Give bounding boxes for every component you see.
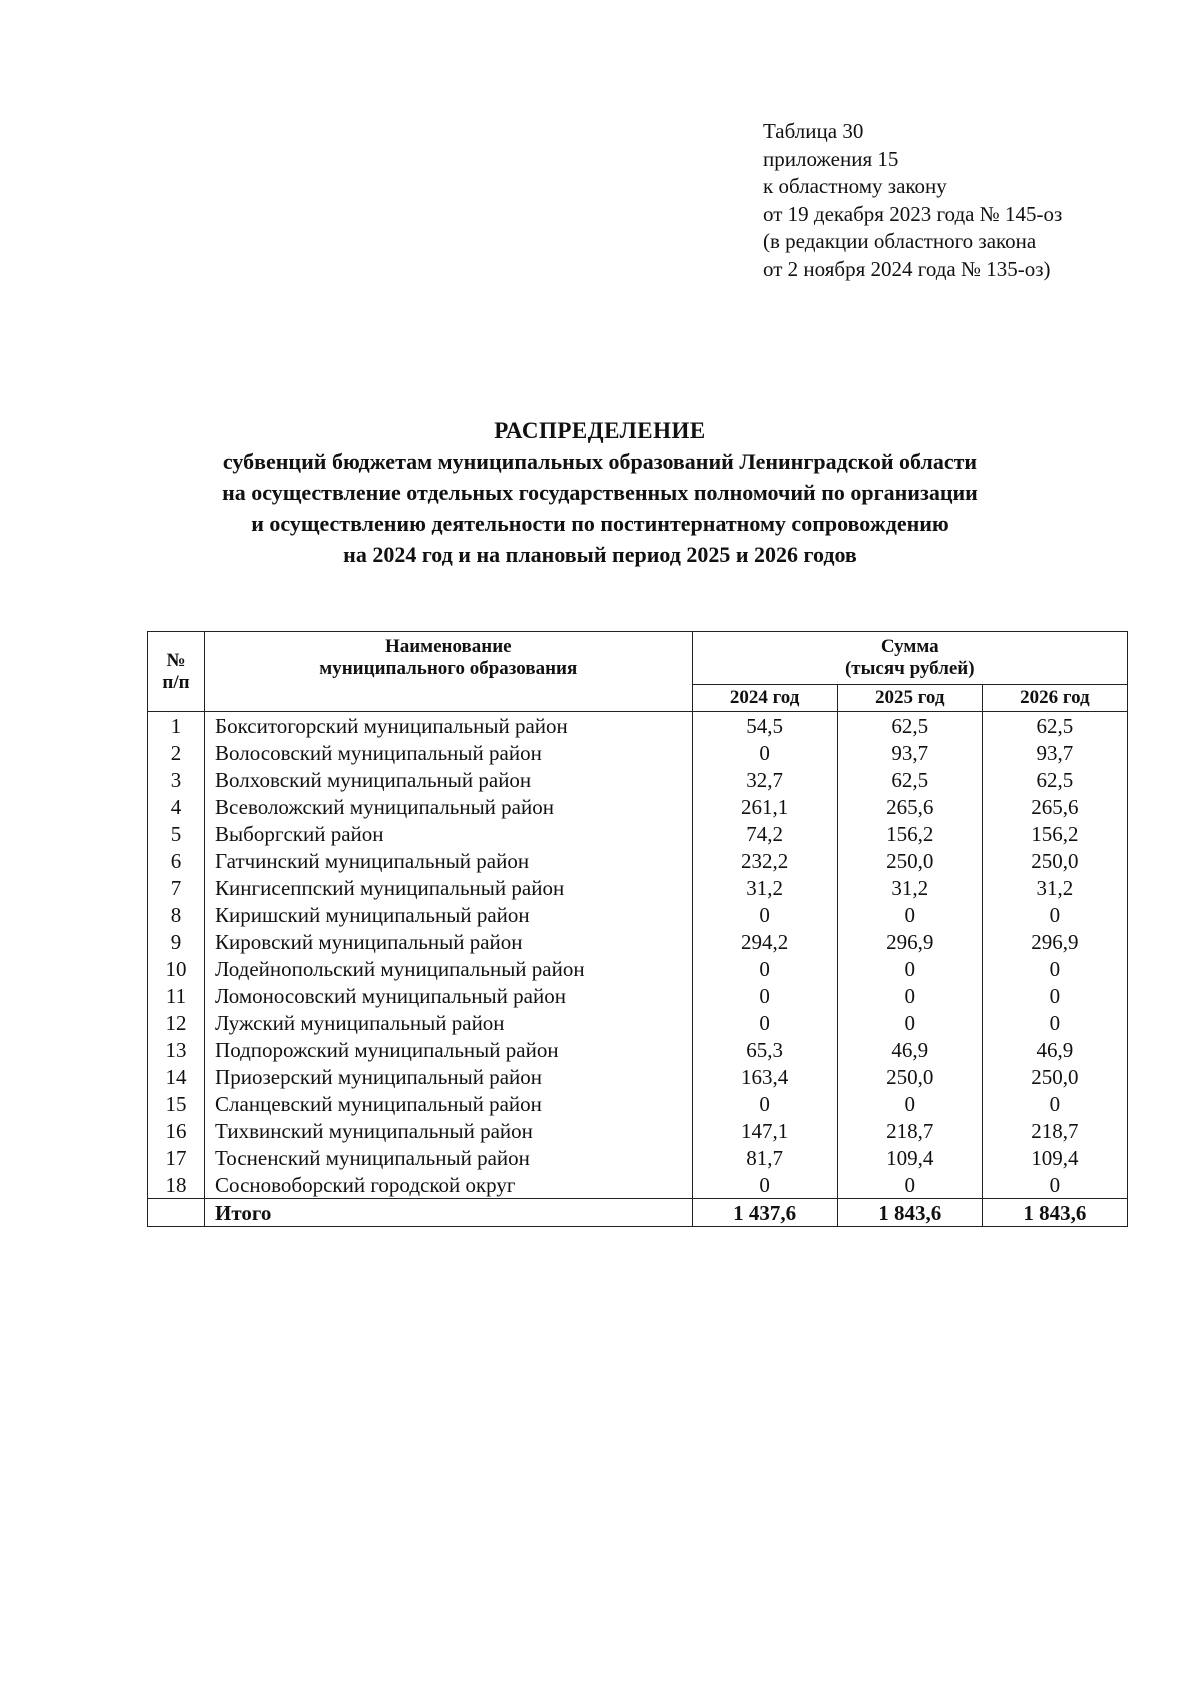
- table-header: [148, 632, 1128, 712]
- row-value-2025: 46,9: [837, 1036, 982, 1063]
- row-value-2025: 109,4: [837, 1144, 982, 1171]
- row-number: 14: [148, 1063, 205, 1090]
- row-value-2024: 54,5: [692, 712, 837, 740]
- row-value-2025: 296,9: [837, 928, 982, 955]
- table-footer: [148, 1199, 1128, 1227]
- row-value-2024: 0: [692, 1171, 837, 1199]
- row-value-2026: 93,7: [982, 739, 1127, 766]
- title-main: РАСПРЕДЕЛЕНИЕ: [494, 418, 706, 443]
- table-row: [148, 1009, 1128, 1036]
- row-value-2025: 0: [837, 982, 982, 1009]
- header-line-revision-date: от 2 ноября 2024 года № 135-оз): [763, 256, 1051, 281]
- document-reference-header: [763, 118, 1062, 283]
- header-year-2026: 2026 год: [982, 685, 1127, 712]
- header-line-table-number: Таблица 30: [763, 119, 864, 143]
- table-row: [148, 712, 1128, 740]
- row-value-2025: 218,7: [837, 1117, 982, 1144]
- row-value-2024: 147,1: [692, 1117, 837, 1144]
- row-number: 11: [148, 982, 205, 1009]
- row-value-2026: 0: [982, 955, 1127, 982]
- row-value-2024: 0: [692, 1090, 837, 1117]
- table-row: [148, 1036, 1128, 1063]
- row-value-2026: 0: [982, 901, 1127, 928]
- row-number: 9: [148, 928, 205, 955]
- row-value-2025: 0: [837, 1009, 982, 1036]
- row-municipality-name: Волосовский муниципальный район: [205, 739, 692, 766]
- total-2025: 1 843,6: [837, 1199, 982, 1227]
- title-line-3: и осуществлению деятельности по постинтернатному сопровождению: [251, 511, 949, 536]
- row-municipality-name: Киришский муниципальный район: [205, 901, 692, 928]
- row-value-2024: 0: [692, 982, 837, 1009]
- row-municipality-name: Бокситогорский муниципальный район: [205, 712, 692, 740]
- row-number: 8: [148, 901, 205, 928]
- header-sum-line-1: Сумма: [880, 636, 939, 657]
- row-value-2025: 0: [837, 1171, 982, 1199]
- table-row: [148, 766, 1128, 793]
- row-number: 2: [148, 739, 205, 766]
- title-line-2: на осуществление отдельных государственных полномочий по организации: [222, 480, 978, 505]
- table-row: [148, 901, 1128, 928]
- row-value-2024: 0: [692, 1009, 837, 1036]
- table-row: [148, 1063, 1128, 1090]
- document-title: [150, 415, 1050, 570]
- row-value-2025: 93,7: [837, 739, 982, 766]
- row-value-2025: 0: [837, 901, 982, 928]
- row-value-2026: 0: [982, 1009, 1127, 1036]
- row-value-2024: 0: [692, 739, 837, 766]
- row-value-2026: 250,0: [982, 1063, 1127, 1090]
- title-line-1: субвенций бюджетам муниципальных образований Ленинградской области: [222, 449, 978, 474]
- header-year-2024: 2024 год: [692, 685, 837, 712]
- header-line-law: к областному закону: [763, 174, 947, 198]
- total-2024: 1 437,6: [692, 1199, 837, 1227]
- row-number: 13: [148, 1036, 205, 1063]
- row-number: 16: [148, 1117, 205, 1144]
- row-value-2026: 31,2: [982, 874, 1127, 901]
- table-row: [148, 1117, 1128, 1144]
- row-value-2025: 0: [837, 1090, 982, 1117]
- row-number: 15: [148, 1090, 205, 1117]
- row-number: 12: [148, 1009, 205, 1036]
- distribution-table: [147, 631, 1128, 1227]
- row-municipality-name: Приозерский муниципальный район: [205, 1063, 692, 1090]
- row-value-2025: 250,0: [837, 1063, 982, 1090]
- header-number-line-1: №: [166, 649, 186, 671]
- table-row: [148, 847, 1128, 874]
- row-value-2026: 156,2: [982, 820, 1127, 847]
- table-row: [148, 955, 1128, 982]
- table-row: [148, 793, 1128, 820]
- total-2026: 1 843,6: [982, 1199, 1127, 1227]
- row-value-2026: 109,4: [982, 1144, 1127, 1171]
- header-name-line-1: Наименование: [384, 636, 512, 657]
- row-value-2026: 265,6: [982, 793, 1127, 820]
- row-value-2026: 46,9: [982, 1036, 1127, 1063]
- header-number: [148, 632, 205, 712]
- table-row: [148, 820, 1128, 847]
- row-municipality-name: Кировский муниципальный район: [205, 928, 692, 955]
- row-value-2024: 294,2: [692, 928, 837, 955]
- row-value-2024: 65,3: [692, 1036, 837, 1063]
- row-value-2024: 31,2: [692, 874, 837, 901]
- row-value-2026: 62,5: [982, 712, 1127, 740]
- table-row: [148, 1171, 1128, 1199]
- row-municipality-name: Тихвинский муниципальный район: [205, 1117, 692, 1144]
- row-value-2024: 81,7: [692, 1144, 837, 1171]
- row-value-2024: 261,1: [692, 793, 837, 820]
- row-value-2025: 62,5: [837, 712, 982, 740]
- row-value-2025: 62,5: [837, 766, 982, 793]
- row-municipality-name: Сланцевский муниципальный район: [205, 1090, 692, 1117]
- row-value-2025: 156,2: [837, 820, 982, 847]
- row-number: 7: [148, 874, 205, 901]
- total-label: Итого: [205, 1199, 692, 1227]
- row-municipality-name: Выборгский район: [205, 820, 692, 847]
- row-municipality-name: Кингисеппский муниципальный район: [205, 874, 692, 901]
- table-row: [148, 874, 1128, 901]
- row-value-2024: 0: [692, 955, 837, 982]
- row-value-2024: 232,2: [692, 847, 837, 874]
- header-number-line-2: п/п: [162, 671, 190, 693]
- row-number: 17: [148, 1144, 205, 1171]
- row-number: 6: [148, 847, 205, 874]
- header-line-appendix: приложения 15: [763, 146, 899, 171]
- total-row: [148, 1199, 1128, 1227]
- row-value-2025: 265,6: [837, 793, 982, 820]
- total-num-cell: [148, 1199, 205, 1227]
- row-number: 3: [148, 766, 205, 793]
- table-row: [148, 928, 1128, 955]
- title-line-4: на 2024 год и на плановый период 2025 и 2026 годов: [343, 542, 857, 567]
- row-municipality-name: Ломоносовский муниципальный район: [205, 982, 692, 1009]
- row-number: 4: [148, 793, 205, 820]
- row-value-2026: 218,7: [982, 1117, 1127, 1144]
- header-name: [205, 632, 692, 712]
- row-value-2025: 0: [837, 955, 982, 982]
- row-municipality-name: Подпорожский муниципальный район: [205, 1036, 692, 1063]
- row-municipality-name: Сосновоборский городской округ: [205, 1171, 692, 1199]
- row-value-2026: 62,5: [982, 766, 1127, 793]
- header-sum-line-2: (тысяч рублей): [844, 658, 975, 679]
- row-number: 5: [148, 820, 205, 847]
- row-value-2026: 296,9: [982, 928, 1127, 955]
- row-municipality-name: Лужский муниципальный район: [205, 1009, 692, 1036]
- row-value-2025: 31,2: [837, 874, 982, 901]
- row-value-2024: 0: [692, 901, 837, 928]
- row-number: 18: [148, 1171, 205, 1199]
- row-municipality-name: Лодейнопольский муниципальный район: [205, 955, 692, 982]
- row-municipality-name: Всеволожский муниципальный район: [205, 793, 692, 820]
- header-year-2025: 2025 год: [837, 685, 982, 712]
- header-sum: [692, 632, 1127, 685]
- row-value-2024: 74,2: [692, 820, 837, 847]
- row-value-2026: 0: [982, 982, 1127, 1009]
- row-value-2026: 0: [982, 1090, 1127, 1117]
- row-value-2025: 250,0: [837, 847, 982, 874]
- table-row: [148, 1090, 1128, 1117]
- row-value-2026: 250,0: [982, 847, 1127, 874]
- row-municipality-name: Гатчинский муниципальный район: [205, 847, 692, 874]
- header-line-revision: (в редакции областного закона: [763, 229, 1037, 253]
- table-body: [148, 712, 1128, 1199]
- header-line-law-date: от 19 декабря 2023 года № 145-оз: [763, 201, 1063, 226]
- row-value-2026: 0: [982, 1171, 1127, 1199]
- header-name-line-2: муниципального образования: [319, 658, 578, 679]
- row-municipality-name: Тосненский муниципальный район: [205, 1144, 692, 1171]
- row-value-2024: 32,7: [692, 766, 837, 793]
- table-row: [148, 1144, 1128, 1171]
- row-number: 10: [148, 955, 205, 982]
- table-row: [148, 739, 1128, 766]
- table-row: [148, 982, 1128, 1009]
- row-municipality-name: Волховский муниципальный район: [205, 766, 692, 793]
- row-number: 1: [148, 712, 205, 740]
- row-value-2024: 163,4: [692, 1063, 837, 1090]
